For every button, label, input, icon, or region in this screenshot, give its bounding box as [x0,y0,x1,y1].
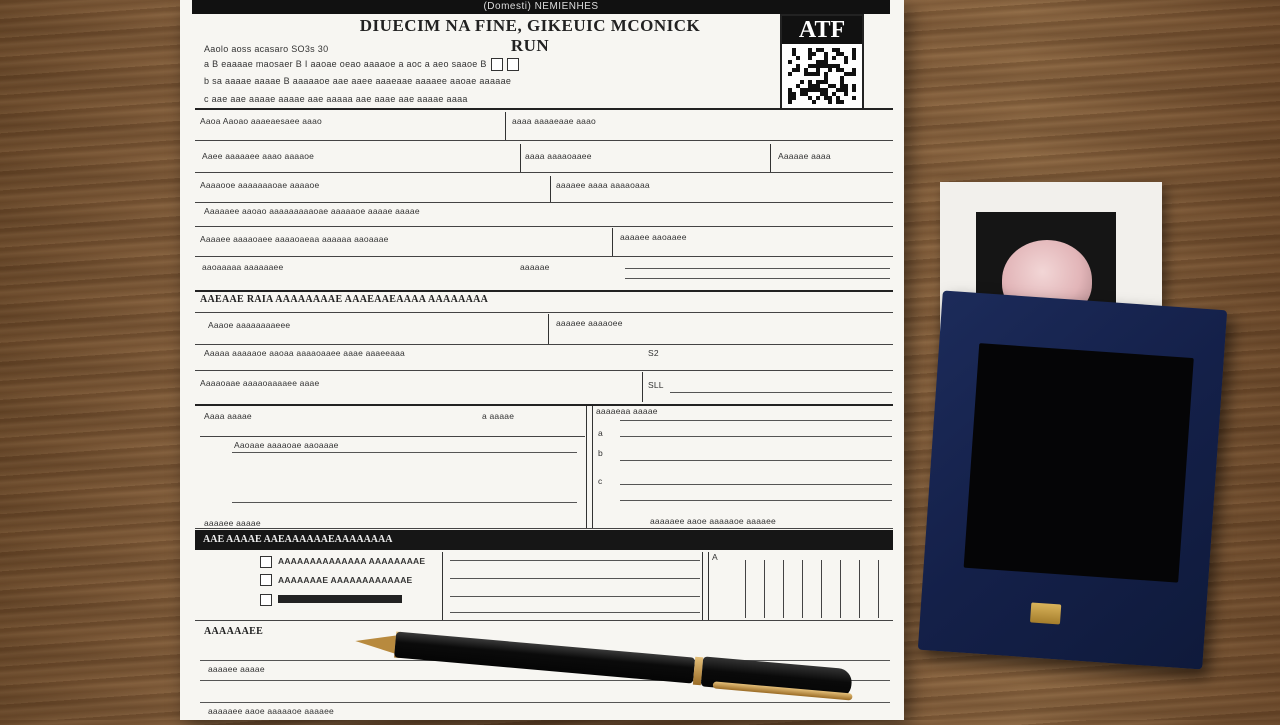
qr-module [812,100,816,104]
field-label: aaaaee aaoaaee [620,232,687,242]
qr-module [832,56,836,60]
grid-column [859,560,860,618]
pen-barrel [394,632,695,684]
divider [195,370,893,371]
fill-line[interactable] [620,420,892,421]
qr-module [812,52,816,56]
qr-module [788,60,792,64]
field-label: Aaaaooe aaaaaaaoae aaaaoe [200,180,320,190]
divider [442,552,443,620]
field-label: aaaaaee aaoe aaaaaoe aaaaee [650,516,776,526]
agency-logo-box [780,14,864,110]
grid-column [783,560,784,618]
option-label: AAAAAAAE AAAAAAAAAAAAE [278,575,413,585]
grid-column [840,560,841,618]
qr-module [792,96,796,100]
field-label: Aaaoe aaaaaaaaeee [208,320,291,330]
field-label: aaaaae [520,262,550,272]
fill-line[interactable] [232,452,577,453]
divider [195,108,893,110]
field-label: aaaa aaaaoaaee [525,151,592,161]
field-code: c [598,476,603,486]
qr-module [852,88,856,92]
field-label: aaaaee aaaae [208,664,265,674]
field-label: a aaaae [482,411,515,421]
section-heading-dark: AAE AAAAE AAEAAAAAAEAAAAAAAA [195,530,893,550]
divider [550,176,551,202]
qr-module [844,92,848,96]
qr-module [788,72,792,76]
option-checkbox[interactable] [260,574,272,586]
divider [770,144,771,172]
divider [195,202,893,203]
fill-line[interactable] [670,392,892,393]
qr-code-icon [788,48,856,104]
divider [195,344,893,345]
divider [592,406,593,528]
field-label: Aaoaae aaaaoae aaoaaae [234,440,339,450]
fill-line[interactable] [620,436,892,437]
field-label: aaaaee aaaaoee [556,318,623,328]
divider [195,172,893,173]
option-label: AAAAAAAAAAAAAA AAAAAAAAE [278,556,426,566]
qr-module [840,100,844,104]
divider [520,144,521,172]
field-code: S2 [648,348,659,358]
qr-module [828,100,832,104]
qr-module [800,80,804,84]
divider [548,314,549,344]
passport-booklet [918,290,1227,669]
field-label: aaoaaaaa aaaaaaee [202,262,284,272]
fill-line[interactable] [620,500,892,501]
field-label: Aaaa aaaae [204,411,252,421]
qr-module [852,72,856,76]
fill-line[interactable] [450,596,700,597]
qr-module [796,68,800,72]
field-label: aaaaaee aaoe aaaaaoe aaaaee [208,706,334,716]
field-code: b [598,448,603,458]
qr-module [808,56,812,60]
divider [708,552,709,620]
qr-module [852,96,856,100]
header-line-3: b sa aaaae aaaae B aaaaaoe aae aaee aaaeaae aaaaee aaoae aaaaae [204,76,512,86]
option-checkbox[interactable] [260,556,272,568]
divider [195,256,893,257]
divider [612,228,613,256]
divider [200,436,585,437]
field-label: Aaaaee aaaaoaee aaaaoaeaa aaaaaa aaoaaae [200,234,389,244]
divider [195,528,893,529]
field-label: aaaa aaaaeaae aaao [512,116,596,126]
grid-column [878,560,879,618]
field-label: aaaaee aaaa aaaaoaaa [556,180,650,190]
divider [195,140,893,141]
header-checkbox[interactable] [491,58,503,71]
fill-line[interactable] [450,560,700,561]
fill-line[interactable] [620,460,892,461]
form-title: DIUECIM NA FINE, GIKEUIC MCONICK RUN [359,16,701,55]
fill-line[interactable] [625,268,890,269]
qr-module [828,68,832,72]
fill-line[interactable] [620,484,892,485]
grid-column [821,560,822,618]
fill-line[interactable] [232,502,577,503]
qr-module [788,100,792,104]
grid-column [764,560,765,618]
divider [586,406,587,528]
qr-module [844,60,848,64]
field-label: Aaee aaaaaee aaao aaaaoe [202,151,315,161]
grid-column [745,560,746,618]
field-label: aaaaee aaaae [204,518,261,528]
divider [195,404,893,406]
field-label: Aaaaae aaaa [778,151,831,161]
field-label: Aaaaa aaaaaoe aaoaa aaaaoaaee aaae aaaeeaaa [204,348,405,358]
section-heading: AAAAAAEE [204,626,264,637]
fill-line[interactable] [625,278,890,279]
divider [195,620,893,621]
agency-logo: ATF [782,16,862,44]
option-checkbox[interactable] [260,594,272,606]
passport-cover-panel [964,343,1194,582]
field-label: Aaoa Aaoao aaaeaesaee aaao [200,116,322,126]
field-code: SLL [648,380,664,390]
header-checkbox[interactable] [507,58,519,71]
qr-module [816,96,820,100]
field-label: aaaaeaa aaaae [596,406,658,416]
header-line-2: a B eaaaae maosaer B I aaoae oeao aaaaoe a aoc a aeo saaoe B [204,58,519,71]
pen-nib-icon [355,632,396,653]
qr-module [852,56,856,60]
header-line-1: Aaolo aoss acasaro SO3s 30 [204,44,329,54]
divider [642,372,643,402]
field-label: Aaaaaee aaoao aaaaaaaaaoae aaaaaoe aaaae aaaae [204,206,420,216]
grid-column [802,560,803,618]
divider [702,552,703,620]
field-code: a [598,428,603,438]
divider [195,290,893,292]
divider [505,112,506,140]
qr-module [796,56,800,60]
divider [195,312,893,313]
field-code: A [712,552,718,562]
redacted-bar [278,595,402,603]
application-form [180,0,904,720]
fill-line[interactable] [450,578,700,579]
header-line-4: c aae aae aaaae aaaae aae aaaaa aae aaae aae aaaae aaaa [204,94,468,104]
section-heading: AAEAAE RAIA AAAAAAAAE AAAEAAEAAAA AAAAAAAA [200,294,489,305]
passport-chip-icon [1030,602,1061,624]
form-top-bar: (Domesti) NEMIENHES [192,0,890,14]
fill-line[interactable] [450,612,700,613]
qr-module [816,72,820,76]
field-label: Aaaaoaae aaaaoaaaaee aaae [200,378,320,388]
divider [195,226,893,227]
